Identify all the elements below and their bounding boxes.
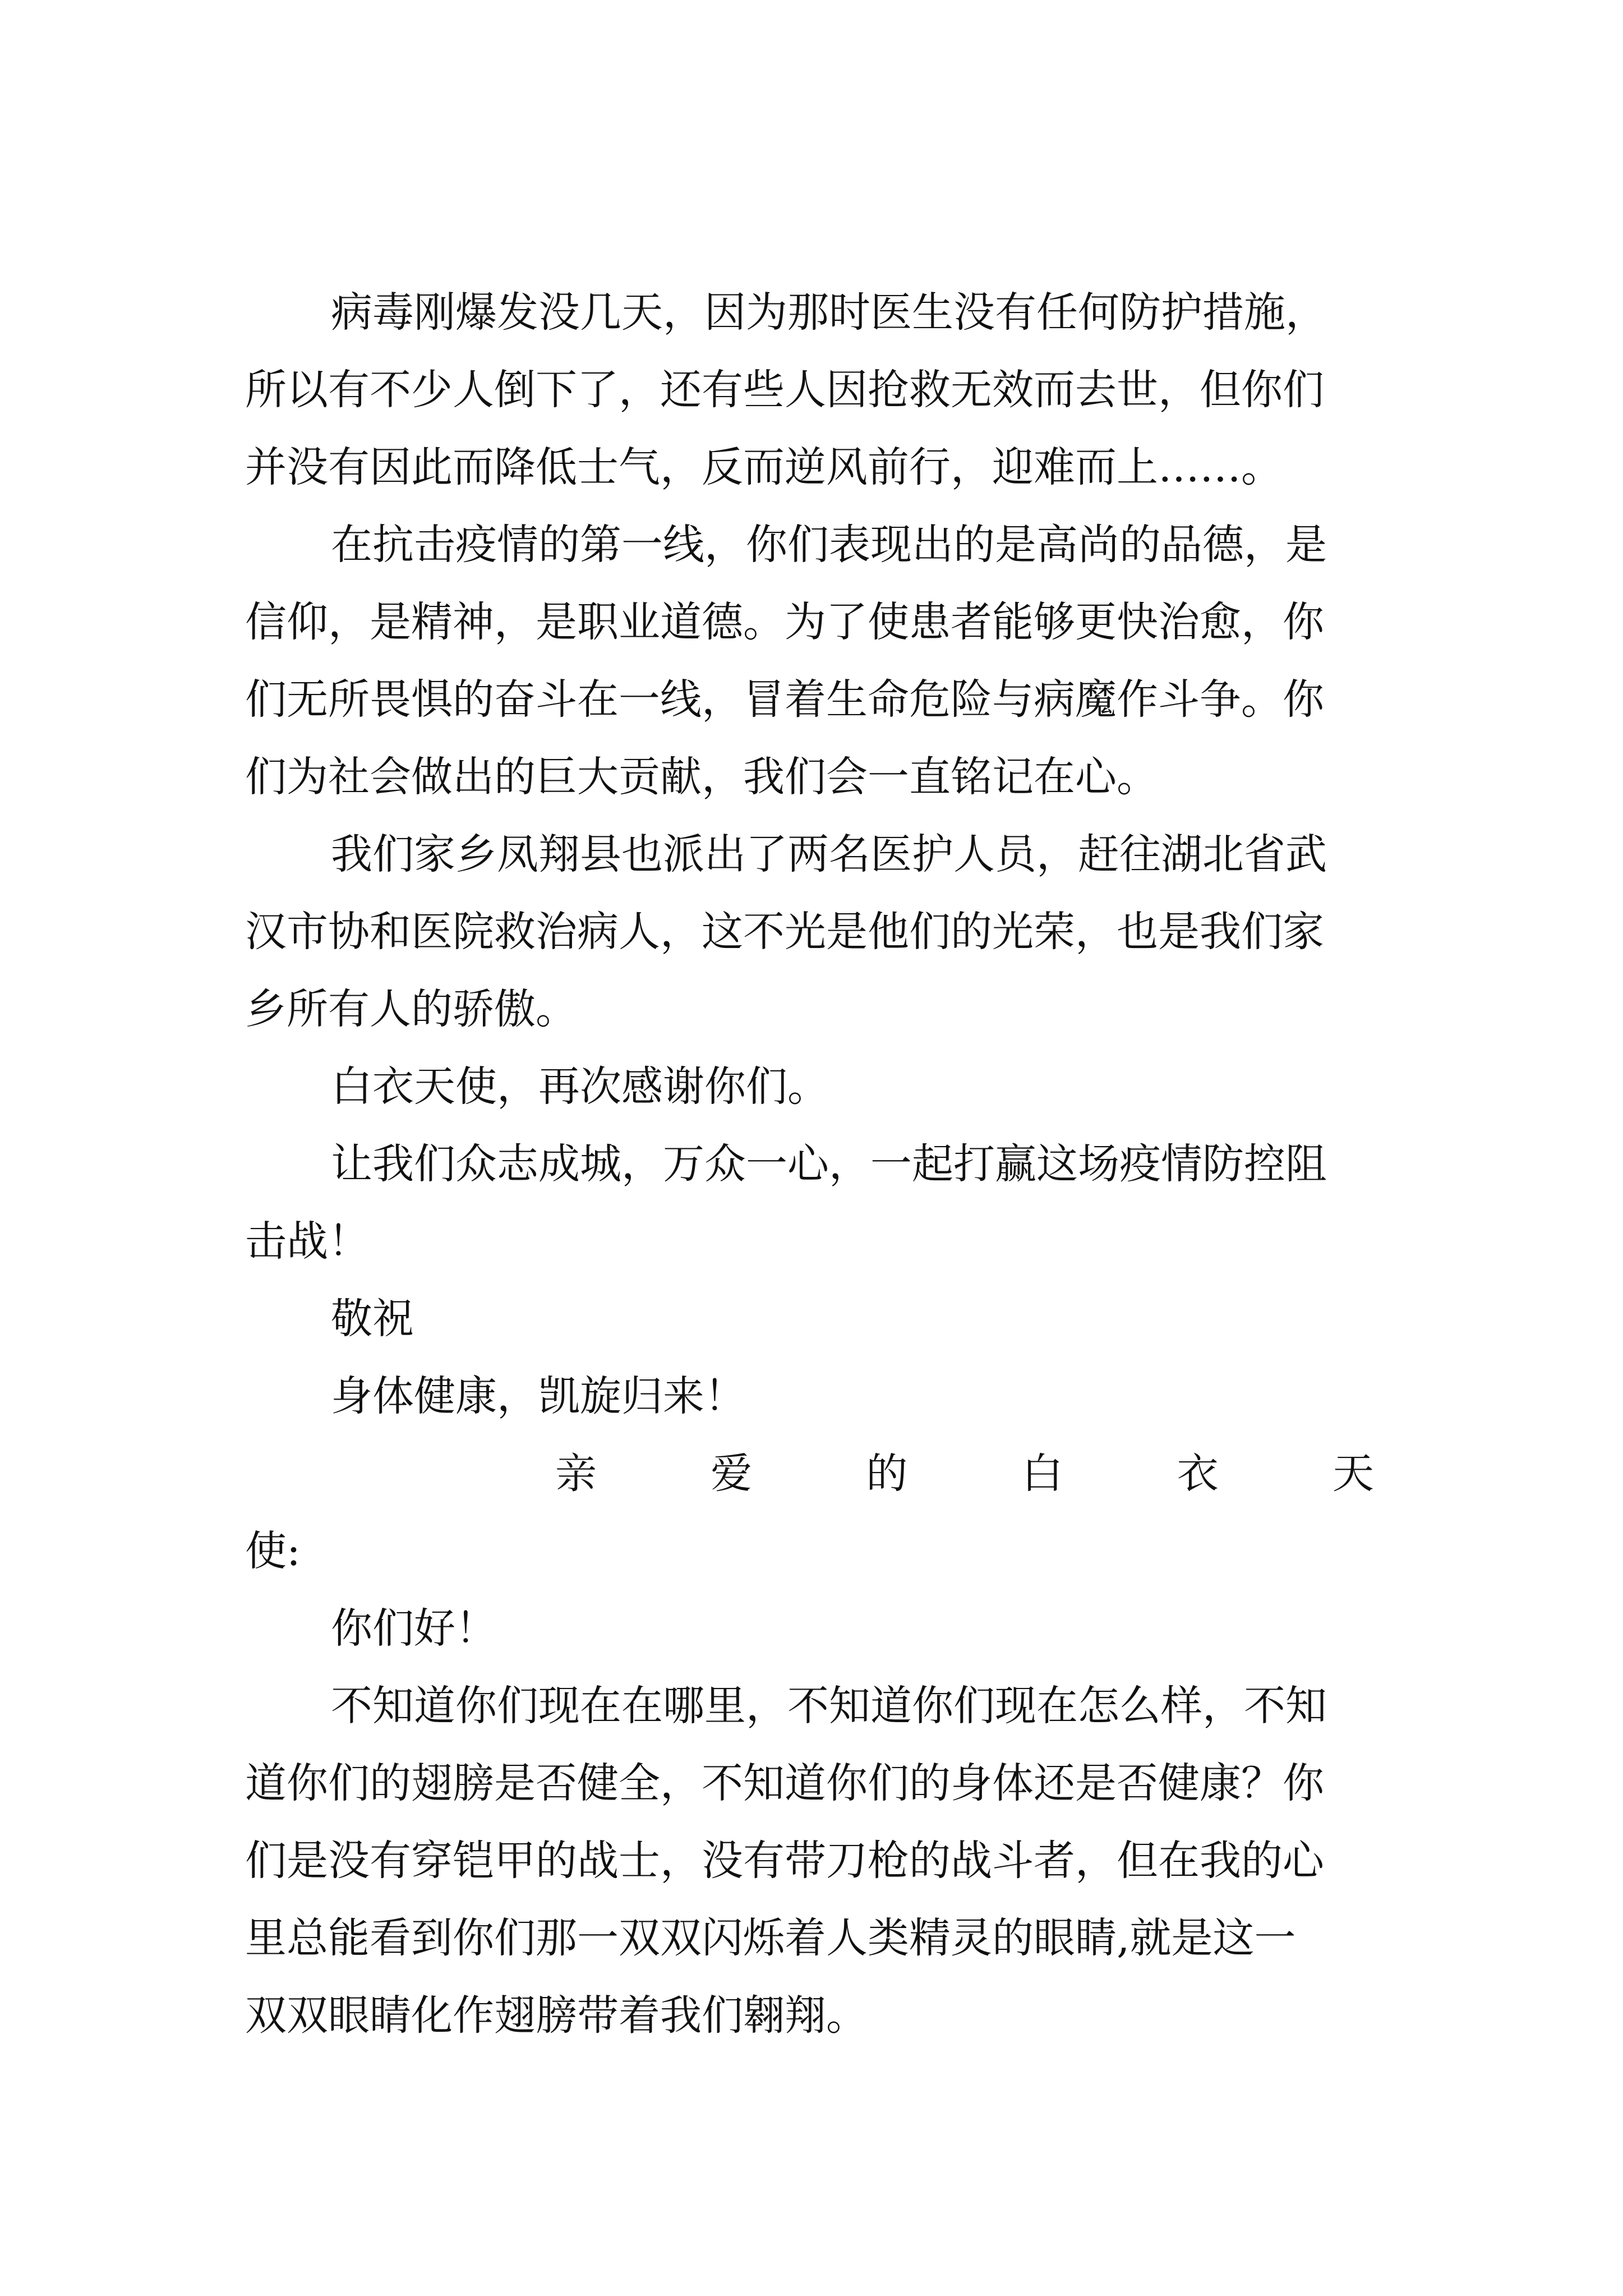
- salutation-char: 天: [1332, 1450, 1374, 1498]
- salutation-char: 衣: [1177, 1450, 1219, 1498]
- text-line: 身体健康，凯旋归来！: [331, 1372, 746, 1420]
- salutation-char: 亲: [555, 1450, 597, 1498]
- text-line: 们无所畏惧的奋斗在一线，冒着生命危险与病魔作斗争。你: [245, 675, 1324, 724]
- text-line: 里总能看到你们那一双双闪烁着人类精灵的眼睛,就是这一: [245, 1914, 1296, 1962]
- text-line: 不知道你们现在在哪里，不知道你们现在怎么样，不知: [331, 1682, 1327, 1730]
- text-line: 双双眼睛化作翅膀带着我们翱翔。: [245, 1991, 868, 2040]
- salutation-continuation: 使:: [245, 1527, 301, 1575]
- salutation-char: 白: [1021, 1450, 1063, 1498]
- text-line: 们为社会做出的巨大贡献，我们会一直铭记在心。: [245, 753, 1158, 801]
- text-line: 白衣天使，再次感谢你们。: [331, 1062, 829, 1111]
- text-line: 并没有因此而降低士气，反而逆风前行，迎难而上……。: [245, 443, 1283, 491]
- salutation-char: 爱: [711, 1450, 753, 1498]
- text-line: 所以有不少人倒下了，还有些人因抢救无效而去世，但你们: [245, 366, 1324, 414]
- text-line: 道你们的翅膀是否健全，不知道你们的身体还是否健康？你: [245, 1759, 1324, 1807]
- text-line: 们是没有穿铠甲的战士，没有带刀枪的战斗者，但在我的心: [245, 1837, 1324, 1885]
- text-line: 让我们众志成城，万众一心，一起打赢这场疫情防控阻: [331, 1140, 1327, 1188]
- text-line: 信仰，是精神，是职业道德。为了使患者能够更快治愈，你: [245, 598, 1324, 646]
- text-line: 汉市协和医院救治病人，这不光是他们的光荣，也是我们家: [245, 908, 1324, 956]
- greeting: 你们好！: [331, 1604, 497, 1653]
- text-line: 我们家乡凤翔县也派出了两名医护人员，赶往湖北省武: [331, 830, 1327, 878]
- salutation: [555, 1450, 1374, 1498]
- text-line: 敬祝: [331, 1295, 414, 1343]
- text-line: 击战！: [245, 1217, 370, 1266]
- text-line: 在抗击疫情的第一线，你们表现出的是高尚的品德，是: [331, 521, 1327, 569]
- salutation-char: 的: [866, 1450, 908, 1498]
- text-line: 病毒刚爆发没几天，因为那时医生没有任何防护措施，: [331, 288, 1327, 337]
- text-line: 乡所有人的骄傲。: [245, 985, 577, 1033]
